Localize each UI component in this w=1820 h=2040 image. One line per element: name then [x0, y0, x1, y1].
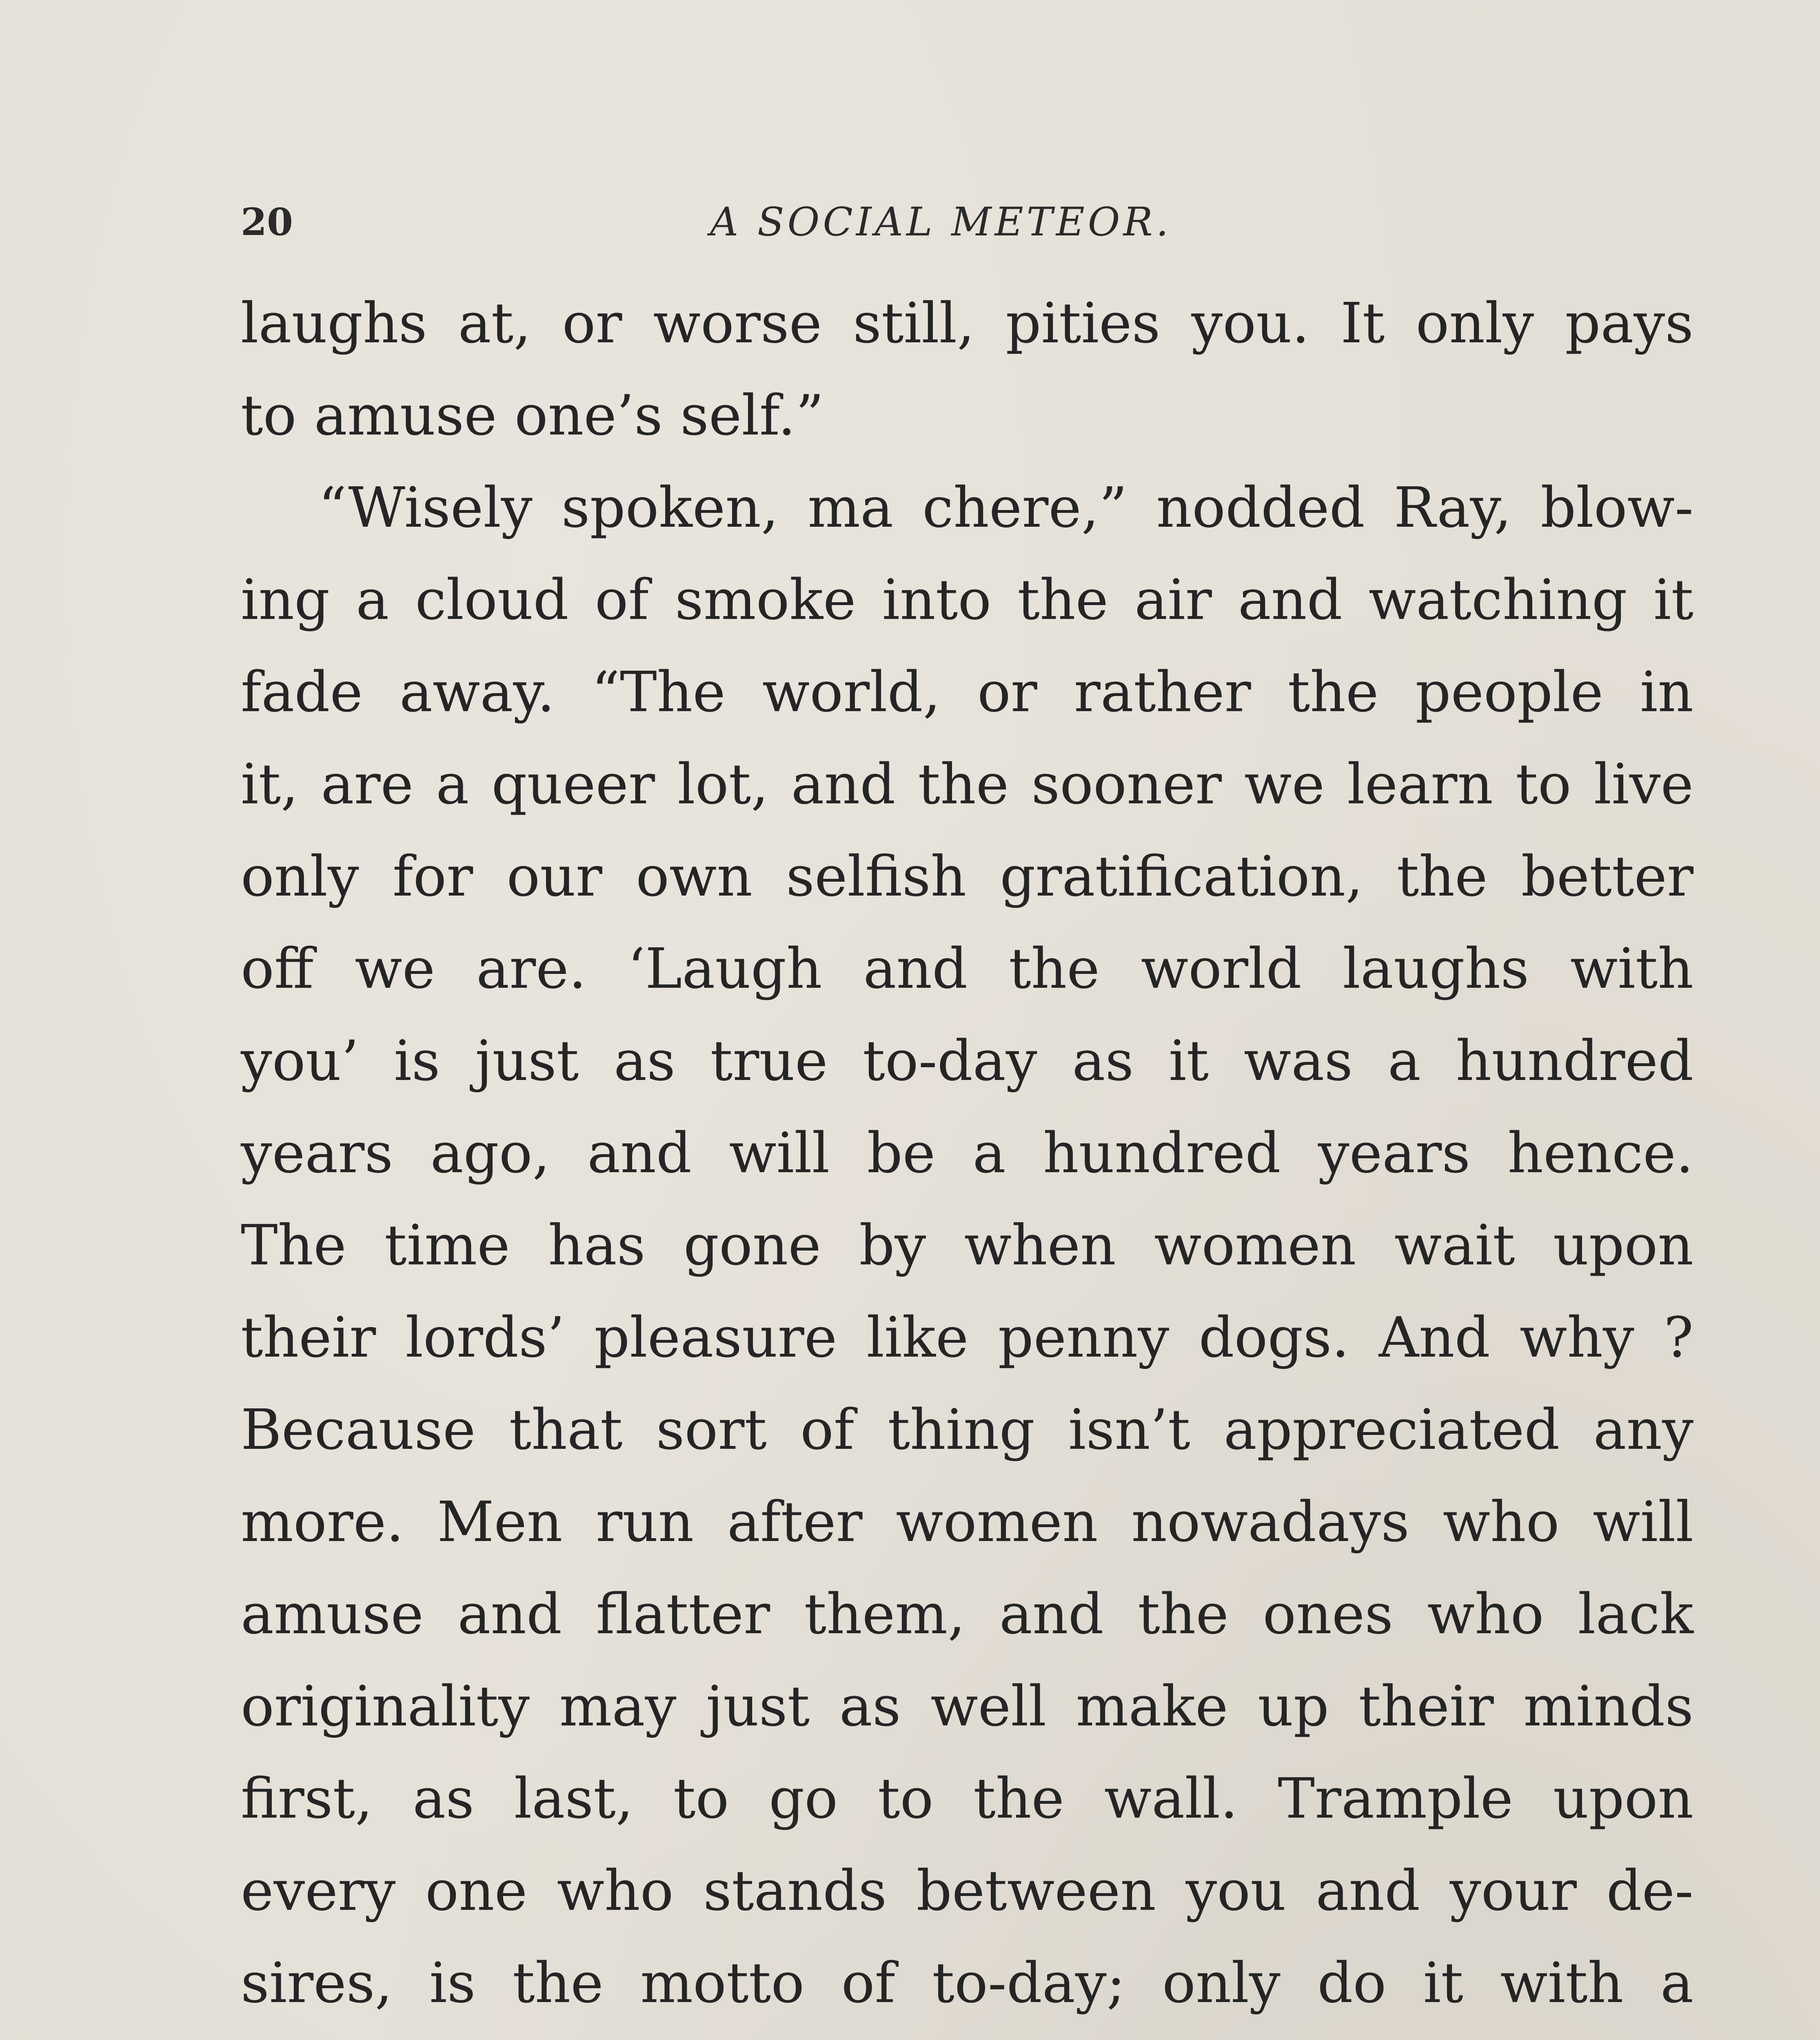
text-line: only for our own selfish gratification, the better: [241, 845, 1693, 909]
page-number: 20: [241, 200, 293, 244]
page-header: [241, 192, 1693, 257]
text-line: their lords’ pleasure like penny dogs. And why ?: [241, 1306, 1693, 1370]
text-line: you’ is just as true to-day as it was a hundred: [241, 1029, 1693, 1093]
text-line: The time has gone by when women wait upon: [241, 1213, 1693, 1278]
text-line: amuse and flatter them, and the ones who lack: [241, 1582, 1693, 1647]
text-line: “Wisely spoken, ma chere,” nodded Ray, blow-: [318, 476, 1693, 540]
text-line: [241, 2029, 1693, 2040]
text-line: laughs at, or worse still, pities you. It only pays: [241, 291, 1693, 356]
text-line: fade away. “The world, or rather the people in: [241, 660, 1693, 725]
text-line: sires, is the motto of to-day; only do it with a: [241, 1951, 1693, 2016]
body-text: [241, 277, 1693, 2040]
text-line: every one who stands between you and your de-: [241, 1859, 1693, 1923]
text-line: originality may just as well make up their minds: [241, 1674, 1693, 1739]
text-line: Because that sort of thing isn’t appreciated any: [241, 1398, 1693, 1462]
text-line: off we are. ‘Laugh and the world laughs with: [241, 937, 1693, 1001]
running-title: A SOCIAL METEOR.: [710, 199, 1172, 245]
text-line: first, as last, to go to the wall. Trample upon: [241, 1767, 1693, 1831]
text-line: more. Men run after women nowadays who will: [241, 1490, 1693, 1554]
text-line: ing a cloud of smoke into the air and watching it: [241, 568, 1693, 632]
text-line: to amuse one’s self.”: [241, 384, 824, 448]
text-line: it, are a queer lot, and the sooner we learn to live: [241, 752, 1693, 817]
text-line: years ago, and will be a hundred years hence.: [241, 1121, 1693, 1186]
